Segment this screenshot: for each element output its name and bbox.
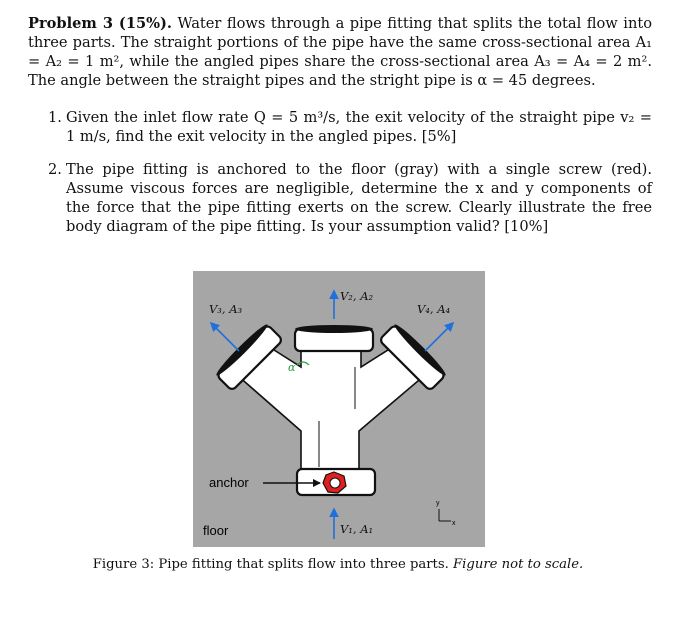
question-text: The pipe fitting is anchored to the floor (gray) with a single screw (red). Assume viscous forces are negligible, determine the x and y components of the force that the pipe fitting exerts on the screw. Clearly illustrate the free body diagram of the pipe fitting. Is your assumption valid? [10%] [66,161,652,235]
top-outlet [295,325,373,333]
anchor-label: anchor [209,475,249,490]
question-1 [48,108,652,146]
screw-head [330,478,340,488]
x-axis-label: x [452,520,456,527]
y-axis-label: y [436,500,440,507]
question-text: Given the inlet flow rate Q = 5 m³/s, the exit velocity of the straight pipe v₂ = 1 m/s, find the exit velocity in the angled pipes. [5%] [66,109,652,145]
pipe-fitting-figure [193,271,485,547]
v2-label: V₂, A₂ [340,289,374,303]
floor-label: floor [203,523,229,538]
angle-alpha-label: α [288,361,296,374]
problem-heading: Problem 3 (15%). [28,15,172,32]
question-number: 2. [48,161,62,178]
v1-label: V₁, A₁ [340,522,374,536]
problem-intro: Water flows through a pipe fitting that splits the total flow into three parts. The straight portions of the pipe have the same cross-sectional area A₁ = A₂ = 1 m², while the angled pipes share the cross-sectional area A₃ = A₄ = 2 m². The angle between the straight pipes and the stright pipe is α = 45 degrees. [28,15,653,89]
caption-note: Figure not to scale. [453,557,584,572]
caption-text: Figure 3: Pipe fitting that splits flow into three parts. [92,557,449,572]
question-2 [48,160,652,236]
v3-label: V₃, A₃ [209,302,243,316]
question-number: 1. [48,109,62,126]
v4-label: V₄, A₄ [417,302,451,316]
figure-caption [0,557,676,572]
problem-statement [28,14,652,90]
